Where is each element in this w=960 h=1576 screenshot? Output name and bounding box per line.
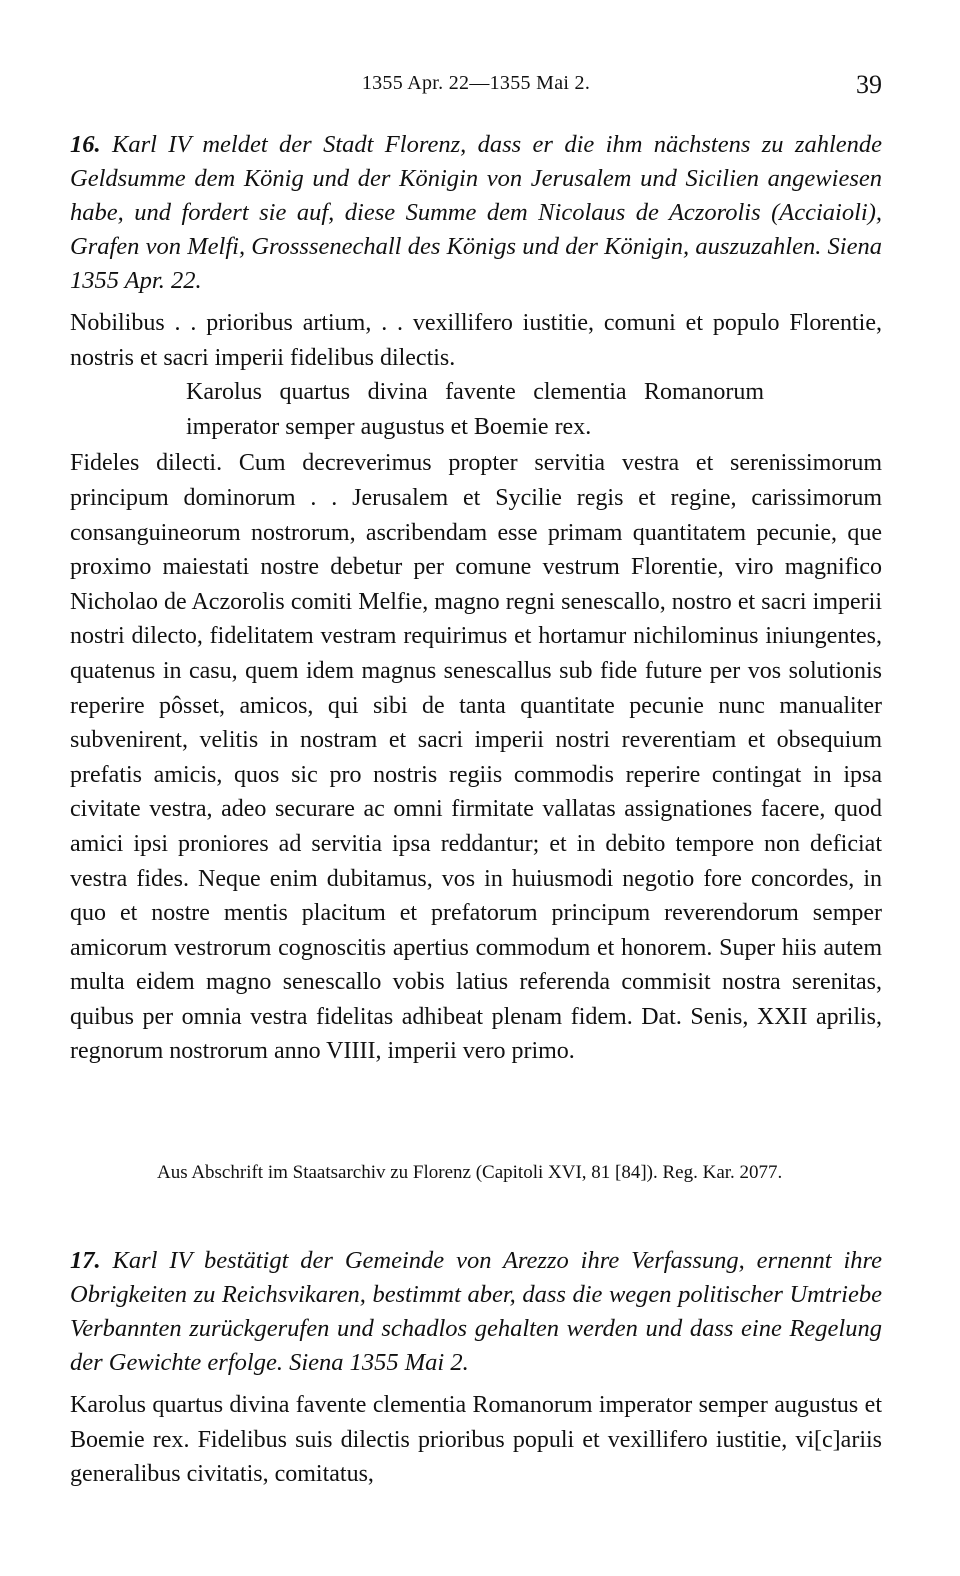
- entry-17-number: 17.: [70, 1247, 101, 1274]
- entry-16-regest: [70, 128, 882, 298]
- page-number: 39: [856, 70, 882, 99]
- entry-16-address: Nobilibus . . prioribus artium, . . vexillifero iustitie, comuni et populo Florentie, nostris et sacri imperii fidelibus dilectis.: [70, 310, 882, 371]
- running-header: [70, 72, 882, 102]
- entry-16-summary: Karl IV meldet der Stadt Florenz, dass er die ihm nächstens zu zahlende Geldsumme dem König und der Königin von Jerusalem und Sicilien angewiesen habe, und fordert sie auf, diese Summe dem Nicolaus de Aczorolis (Acciaioli), Grafen von Melfi, Grosssenechall des Königs und der Königin, auszuzahlen. Siena 1355 Apr. 22.: [70, 131, 883, 294]
- entry-16-source-note: Aus Abschrift im Staatsarchiv zu Florenz (Capitoli XVI, 81 [84]). Reg. Kar. 2077.: [157, 1162, 783, 1183]
- entry-16-text: Fideles dilecti. Cum decreverimus propter servitia vestra et serenissimorum principum dominorum . . Jerusalem et Sycilie regis et regine, carissimorum consanguineorum nostrorum, ascribendam esse primam quantitatem pecunie, que proximo maiestati nostre debetur per comune vestrum Florentie, viro magnifico Nicholao de Aczorolis comiti Melfie, magno regni senescallo, nostro et sacri imperii nostri dilecto, fidelitatem vestram requirimus et hortamur nichilominus iniungentes, quatenus in casu, quem idem magnus senescallus sub fide future per vos solutionis reperire pôsset, amicos, qui sibi de tanta quantitate pecunie nunc manualiter subvenirent, velitis in nostram et sacri imperii nostri reverentiam et obsequium prefatis amicis, quos sic pro nostris regiis commodis reperire contingat in ipsa civitate vestra, adeo securare ac omni firmitate vallatas assignationes facere, quod amici ipsi proniores ad servitia ipsa reddantur; et in debito tempore non deficiat vestra fides. Neque enim dubitamus, vos in huiusmodi negotio fore concordes, in quo et nostre mentis placitum et prefatorum principum reverendorum semper amicorum vestrorum cognoscitis apertius commodum et honorem. Super hiis autem multa eidem magno senescallo vobis latius referenda commisit nostra serenitas, quibus per omnia vestra fidelitas adhibeat plenam fidem. Dat. Senis, XXII aprilis, regnorum nostrorum anno VIIII, imperii vero primo.: [70, 450, 882, 1065]
- entry-17-body: [70, 1388, 882, 1492]
- entry-17-regest: [70, 1244, 882, 1380]
- entry-16-number: 16.: [70, 131, 101, 158]
- entry-17-summary: Karl IV bestätigt der Gemeinde von Arezzo ihre Verfassung, ernennt ihre Obrigkeiten zu Reichsvikaren, bestimmt aber, dass die wegen politischer Umtriebe Verbannten zurückgerufen und schadlos gehalten werden und dass eine Regelung der Gewichte erfolge. Siena 1355 Mai 2.: [70, 1247, 882, 1376]
- entry-17-text: Karolus quartus divina favente clementia Romanorum imperator semper augustus et Boemie rex. Fidelibus suis dilectis prioribus populi et vexillifero iustitie, vi[c]ariis generalibus civitatis, comitatus,: [70, 1392, 882, 1488]
- entry-16-intitulatio: Karolus quartus divina favente clementia Romanorum imperator semper augustus et Boemie rex.: [186, 379, 764, 440]
- entry-16-body: [70, 306, 882, 1069]
- header-date-range: 1355 Apr. 22—1355 Mai 2.: [361, 72, 591, 94]
